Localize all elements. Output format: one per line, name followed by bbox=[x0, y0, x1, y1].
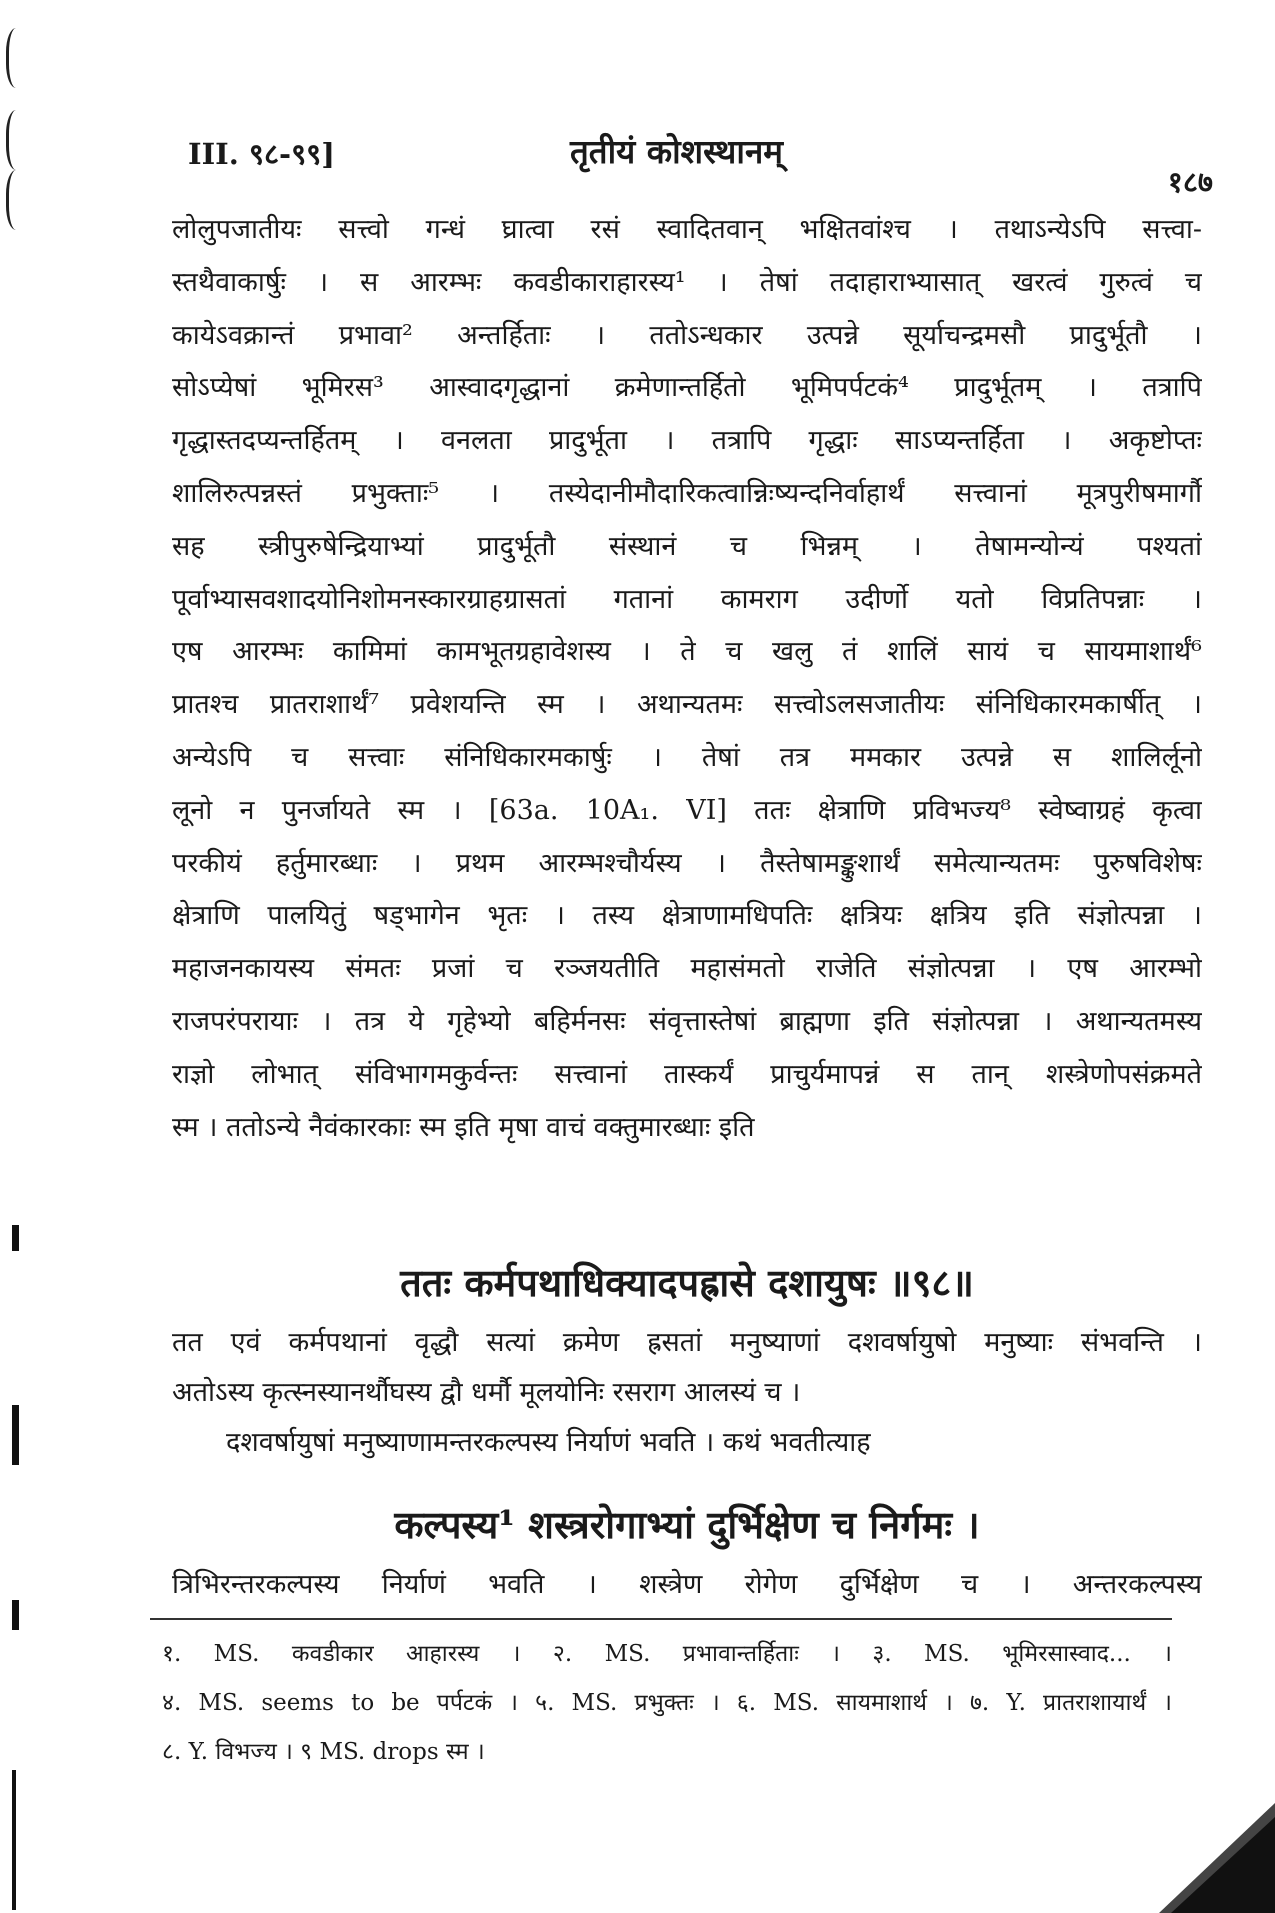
text-line: राजपरंपरायाः । तत्र ये गृहेभ्यो बहिर्मनसः संवृत्तास्तेषां ब्राह्मणा इति संज्ञोत्पन्ना । अथान्यतमस्य bbox=[172, 1005, 1202, 1037]
footnote-line: ४. MS. seems to be पर्पटकं । ५. MS. प्रभुक्तः । ६. MS. सायमाशार्थ । ७. Y. प्रातराशायार्थं । bbox=[162, 1690, 1172, 1716]
binding-curl bbox=[6, 110, 31, 170]
page-header bbox=[188, 128, 1213, 199]
running-title: तृतीयं कोशस्थानम् bbox=[570, 132, 783, 171]
page-corner-shadow bbox=[1135, 1803, 1275, 1913]
karika-verse-98: ततः कर्मपथाधिक्यादपह्रासे दशायुषः ॥९८॥ bbox=[400, 1260, 974, 1305]
text-line: सह स्त्रीपुरुषेन्द्रियाभ्यां प्रादुर्भूतौ संस्थानं च भिन्नम् । तेषामन्योन्यं पश्यतां bbox=[172, 530, 1202, 562]
section-reference: III. ९८-९९] bbox=[188, 137, 335, 171]
text-line: अन्येऽपि च सत्त्वाः संनिधिकारमकार्षुः । तेषां तत्र ममकार उत्पन्ने स शालिर्लूनो bbox=[172, 741, 1202, 773]
text-line: पूर्वाभ्यासवशादयोनिशोमनस्कारग्राहग्रासतां गतानां कामराग उदीर्णो यतो विप्रतिपन्नाः । bbox=[172, 583, 1202, 615]
text-line: राज्ञो लोभात् संविभागमकुर्वन्तः सत्त्वानां तास्कर्यं प्राचुर्यमापन्नं स तान् शस्त्रेणोपसंक्रमते bbox=[172, 1058, 1202, 1090]
binding-mark bbox=[12, 1600, 19, 1630]
text-line: गृद्धास्तदप्यन्तर्हितम् । वनलता प्रादुर्भूता । तत्रापि गृद्धाः साऽप्यन्तर्हिता । अकृष्टोप्तः bbox=[172, 425, 1202, 457]
text-line: दशवर्षायुषां मनुष्याणामन्तरकल्पस्य निर्याणं भवति । कथं भवतीत्याह bbox=[226, 1427, 871, 1458]
text-line: अतोऽस्य कृत्स्नस्यानर्थौघस्य द्वौ धर्मौ मूलयोनिः रसराग आलस्यं च । bbox=[172, 1377, 801, 1408]
commentary-prose bbox=[172, 204, 1202, 1154]
binding-mark bbox=[12, 1770, 16, 1910]
binding-curl bbox=[6, 28, 31, 88]
binding-mark bbox=[12, 1405, 19, 1465]
text-line: सोऽप्येषां भूमिरस³ आस्वादगृद्धानां क्रमेणान्तर्हितो भूमिपर्पटकं⁴ प्रादुर्भूतम् । तत्रापि bbox=[172, 372, 1202, 404]
footnote-rule bbox=[150, 1618, 1172, 1620]
text-line: स्तथैवाकार्षुः । स आरम्भः कवडीकाराहारस्य¹ । तेषां तदाहाराभ्यासात् खरत्वं गुरुत्वं च bbox=[172, 266, 1202, 298]
binding-edge bbox=[0, 0, 40, 1913]
text-line: परकीयं हर्तुमारब्धाः । प्रथम आरम्भश्चौर्यस्य । तैस्तेषामङ्कुशार्थं समेत्यान्यतमः पुरुषविशेषः bbox=[172, 847, 1202, 879]
text-line: एष आरम्भः कामिमां कामभूतग्रहावेशस्य । ते च खलु तं शालिं सायं च सायमाशार्थं⁶ bbox=[172, 636, 1202, 668]
footnotes bbox=[162, 1630, 1172, 1777]
text-line: लोलुपजातीयः सत्त्वो गन्धं घ्रात्वा रसं स्वादितवान् भक्षितवांश्च । तथाऽन्येऽपि सत्त्वा- bbox=[172, 214, 1202, 245]
footnote-line: ८. Y. विभज्य । ९ MS. drops स्म । bbox=[162, 1739, 485, 1765]
text-line: कायेऽवक्रान्तं प्रभावा² अन्तर्हिताः । ततोऽन्धकार उत्पन्ने सूर्याचन्द्रमसौ प्रादुर्भूतौ । bbox=[172, 319, 1202, 351]
text-line: प्रातश्च प्रातराशार्थं⁷ प्रवेशयन्ति स्म । अथान्यतमः सत्त्वोऽलसजातीयः संनिधिकारमकार्षीत् । bbox=[172, 689, 1202, 721]
text-line: महाजनकायस्य संमतः प्रजां च रञ्जयतीति महासंमतो राजेति संज्ञोत्पन्ना । एष आरम्भो bbox=[172, 953, 1202, 985]
binding-mark bbox=[12, 1225, 19, 1251]
karika-verse-99: कल्पस्य¹ शस्त्ररोगाभ्यां दुर्भिक्षेण च निर्गमः । bbox=[394, 1502, 980, 1547]
commentary-verse-98 bbox=[172, 1318, 1202, 1468]
commentary-verse-99 bbox=[172, 1560, 1202, 1610]
binding-curl bbox=[6, 170, 31, 230]
text-line: त्रिभिरन्तरकल्पस्य निर्याणं भवति । शस्त्रेण रोगेण दुर्भिक्षेण च । अन्तरकल्पस्य bbox=[172, 1569, 1202, 1600]
text-line: लूनो न पुनर्जायते स्म । [63a. 10A₁. VI] ततः क्षेत्राणि प्रविभज्य⁸ स्वेष्वाग्रहं कृत्वा bbox=[172, 794, 1202, 826]
text-line: स्म । ततोऽन्ये नैवंकारकाः स्म इति मृषा वाचं वक्तुमारब्धाः इति bbox=[172, 1111, 755, 1143]
text-line: क्षेत्राणि पालयितुं षड्भागेन भृतः । तस्य क्षेत्राणामधिपतिः क्षत्रियः क्षत्रिय इति संज्ञोत्पन्ना । bbox=[172, 900, 1202, 932]
text-line: शालिरुत्पन्नस्तं प्रभुक्ताः⁵ । तस्येदानीमौदारिकत्वान्निःष्यन्दनिर्वाहार्थं सत्त्वानां मूत्रपुरीषमार्गौ bbox=[172, 477, 1202, 509]
footnote-line: १. MS. कवडीकार आहारस्य । २. MS. प्रभावान्तर्हिताः । ३. MS. भूमिरसास्वाद... । bbox=[162, 1641, 1172, 1667]
page-number: १८७ bbox=[1167, 165, 1213, 199]
text-line: तत एवं कर्मपथानां वृद्धौ सत्यां क्रमेण ह्रसतां मनुष्याणां दशवर्षायुषो मनुष्याः संभवन्ति । bbox=[172, 1327, 1202, 1358]
